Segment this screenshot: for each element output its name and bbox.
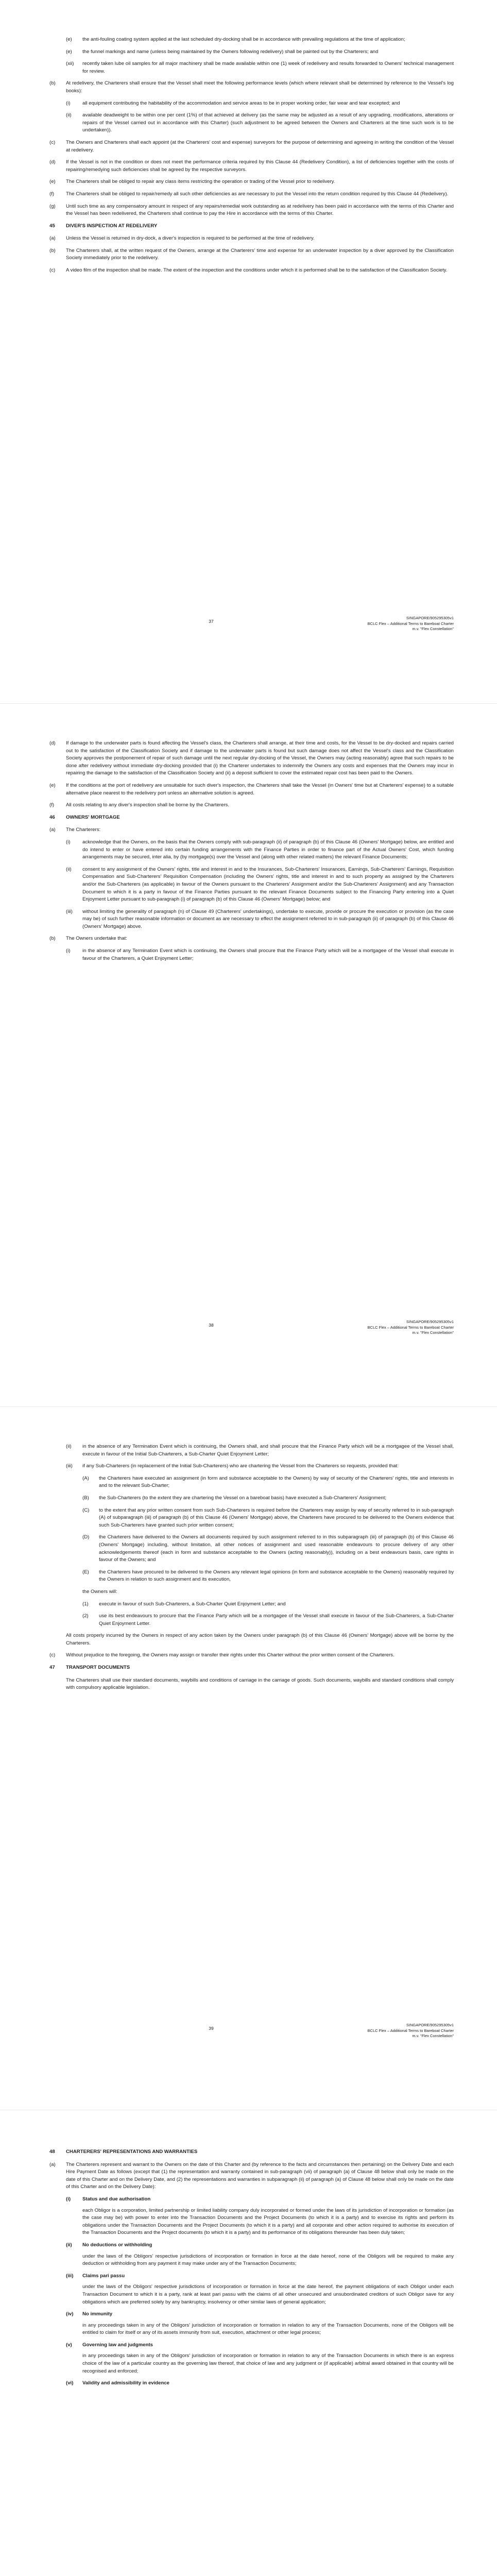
subsection-marker: (vi) bbox=[66, 2380, 74, 2386]
clause-marker: (f) bbox=[49, 802, 55, 808]
clause-text: The Charterers represent and warrant to the Owners on the date of this Charter and (by reference to the facts and circumstances then pertaining) on the Delivery Date and each Hire Payment Date as follows (except that (1) the representation and warranty contained in sub-paragraph (vii) of paragraph (a) of Clause 48 below shall only be made on the date of this Charter and on the Delivery Date, and (2) the representations and warranties in subparagraph (ii) of paragraph (a) of Clause 48 below shall only be made on the date of this Charter and on the Delivery Date): bbox=[66, 2161, 454, 2190]
clause-text: Without prejudice to the foregoing, the Owners may assign or transfer their rights under this Charter without the prior written consent of the Charterers. bbox=[66, 1652, 395, 1658]
costs-paragraph: All costs properly incurred by the Owners in respect of any action taken by the Owners under paragraph (b) of this Clause 46 (Owners' Mortgage) above will be borne by the Charterers. bbox=[66, 1633, 454, 1646]
owners-will-lead: the Owners will: bbox=[82, 1588, 117, 1595]
clause-text: execute in favour of such Sub-Charterers, a Sub-Charter Quiet Enjoyment Letter; and bbox=[99, 1601, 286, 1607]
clause-text: available deadweight to be within one per cent (1%) of that achieved at delivery (as the same may be adjusted as a result of any upgrading, modifications, alterations or repairs of the Vessel carried out in accordance with this Charter) (such adjustment to be agreed between the Owners and Charterers at the time such work is to be undertaken)). bbox=[82, 112, 454, 133]
clause-item bbox=[49, 203, 454, 218]
undertaking-item bbox=[82, 1613, 454, 1628]
document-reference: SINGAPORE/905295305v1 BCLC Flex – Additional Terms to Bareboat Charter m.v. "Flex Constellation" bbox=[367, 2023, 454, 2038]
clause-item bbox=[49, 139, 454, 154]
sub-clause-item bbox=[66, 866, 454, 904]
subsection-title: No deductions or withholding bbox=[82, 2242, 152, 2248]
clause-text: to the extent that any prior written consent from such Sub-Charterers is required before the Charterers may assign by way of security referred to in sub-paragraph (A) of subparagraph (iii) of paragraph (b) of this Clause 46 (Owners' Mortgage) above, the Charterers have procured to be delivered to the Owners evidence that such Sub-Charterers have granted such prior written consent; bbox=[99, 1507, 454, 1528]
clause-text: the Charterers have procured to be delivered to the Owners any relevant legal opinions (in form and substance acceptable to the Owners) reasonably required by the Owners in relation to such assignment and its execution, bbox=[99, 1569, 454, 1583]
clause-text: use its best endeavours to procure that the Finance Party which will be a mortgagee of the Vessel shall execute in favour of the Sub-Charterers, a Sub-Charter Quiet Enjoyment Letter. bbox=[99, 1613, 454, 1626]
clause-text: all equipment contributing the habitability of the accommodation and service areas to be in proper working order, fair wear and tear excepted; and bbox=[82, 100, 400, 106]
clause-text: At redelivery, the Charterers shall ensure that the Vessel shall meet the following performance levels (which where relevant shall be determined by reference to the Vessel's log books): bbox=[66, 80, 454, 94]
clause-marker: (A) bbox=[82, 1475, 89, 1481]
clause-item bbox=[66, 60, 454, 75]
clause-item bbox=[49, 2161, 454, 2191]
clause-marker: (1) bbox=[82, 1601, 89, 1607]
subsection-title: Claims pari passu bbox=[82, 2273, 125, 2279]
clause-text: If damage to the underwater parts is found affecting the Vessel's class, the Charterers shall arrange, at their time and costs, for the Vessel to be dry-docked and repairs carried out to the satisfaction of the Classification Society and if damage to the underwater parts is found but such damage does not affect the Vessel's class and the Classification Society approves the postponement of repair of such damage until the next regular dry-docking of the Vessel, the Owners may (acting reasonably) agree that such repairs to be done after redelivery without immediate dry-docking provided that (i) the Charterer undertakes to indemnify the Owners any costs and expenses that the Owners may incur in repairing the damage to the satisfaction of the Classification Society and (ii) a deposit sufficient to cover the estimated repair cost has been paid to the Owners. bbox=[66, 740, 454, 776]
page-4 bbox=[0, 2110, 497, 2576]
clause-text: in the absence of any Termination Event which is continuing, the Owners shall procure that the Finance Party which will be a mortgagee of the Vessel shall execute in favour of the Charterers, a Quiet Enjoyment Letter; bbox=[82, 948, 454, 961]
clause-item bbox=[49, 235, 454, 243]
clause-marker: (a) bbox=[49, 235, 56, 242]
subsection-text: under the laws of the Obligors' respective jurisdictions of incorporation or formation in force at the date hereof, the payment obligations of each Obligor under each Transaction Document to which it is a party, rank at least pari passu with the claims of all other unsecured and unsubordinated creditors of such Obligor save for any obligations which are preferred solely by any bankruptcy, insolvency or other similar laws of general application; bbox=[82, 2284, 454, 2305]
clause-marker: (b) bbox=[49, 936, 56, 942]
clause-item bbox=[49, 159, 454, 174]
clause-text: consent to any assignment of the Owners' rights, title and interest in and to the Insurances, Sub-Charterers' Insurances, Earnings, Sub-Charterers' Earnings, Requisition Compensation and Sub-Charterers' Requisition Compensation (including the Owners' rights, title and interest in and to such property as assigned by the Charterers and/or the Sub-Charterers (as applicable) in favour of the Owners pursuant to the Charterers' Assignment and/or the Sub-Charterers' Assignment) and any Transaction Document to which it is a party in favour of the Finance Parties pursuant to the relevant Finance Documents subject to the Financing Party entering into a Quiet Enjoyment Letter pursuant to sub-paragraph (i) of paragraph (b) of this Clause 46 (Owners' Mortgage) below; and bbox=[82, 866, 454, 903]
page-3 bbox=[0, 1406, 497, 2110]
sub-clause-item bbox=[66, 1463, 454, 1470]
sub-clause-item bbox=[66, 1443, 454, 1458]
document-reference: SINGAPORE/905295305v1 BCLC Flex – Additional Terms to Bareboat Charter m.v. "Flex Constellation" bbox=[367, 616, 454, 631]
clause-marker: (d) bbox=[49, 159, 56, 165]
section-title: DIVER'S INSPECTION AT REDELIVERY bbox=[66, 223, 158, 229]
clause-item bbox=[49, 178, 454, 186]
section-heading bbox=[49, 2148, 454, 2156]
subsection-title: No immunity bbox=[82, 2311, 113, 2317]
page-2 bbox=[0, 703, 497, 1407]
clause-text: Until such time as any compensatory amount in respect of any repairs/remedial work outstanding as at redelivery has been paid in accordance with the terms of this Charter and the Vessel has been redelivered, the Charterers shall continue to pay the Hire in accordance with the terms of this Charter. bbox=[66, 203, 454, 217]
clause-item bbox=[49, 247, 454, 262]
sub-clause-item bbox=[66, 947, 454, 962]
sub-clause-item bbox=[66, 839, 454, 861]
clause-marker: (i) bbox=[66, 948, 71, 954]
page-number: 37 bbox=[209, 619, 214, 624]
page-2-content bbox=[49, 740, 454, 967]
clause-item bbox=[49, 191, 454, 198]
subsection-text: in any proceedings taken in any of the Obligors' jurisdiction of incorporation or formation in relation to any of the Transaction Documents, none of the Obligors will be entitled to claim for itself or any of its assets immunity from suit, execution, attachment or other legal process; bbox=[82, 2322, 454, 2336]
clause-marker: (ii) bbox=[66, 1444, 72, 1449]
clause-text: acknowledge that the Owners, on the basis that the Owners comply with sub-paragraph (ii) of paragraph (b) of this Clause 46 (Owners' Mortgage) below, are entitled and do intend to enter or have entered into certain funding arrangements with the Finance Parties in order to finance part of the Actual Owners' Cost, which funding arrangements may be secured, inter alia, by (by mortgage(s) over the Vessel and (along with other related matters) the relevant Finance Documents; bbox=[82, 839, 454, 860]
subsection-title: Validity and admissibility in evidence bbox=[82, 2380, 170, 2386]
clause-marker: (i) bbox=[66, 100, 71, 106]
clause-text: the Charterers have executed an assignment (in form and substance acceptable to the Owners) by way of security of the Charterers' rights, title and interests in and to the relevant Sub-Charter; bbox=[99, 1475, 454, 1489]
condition-item bbox=[82, 1534, 454, 1564]
clause-text: A video film of the inspection shall be made. The extent of the inspection and the conditions under which it is performed shall be to the satisfaction of the Classification Society. bbox=[66, 267, 448, 274]
clause-marker: (e) bbox=[49, 782, 56, 788]
clause-text: The Charterers shall be obliged to repair any class items restricting the operation or trading of the Vessel prior to redelivery. bbox=[66, 179, 335, 185]
clause-item bbox=[49, 935, 454, 943]
clause-marker: (f) bbox=[49, 191, 55, 197]
page-number: 38 bbox=[209, 1323, 214, 1328]
clause-item bbox=[49, 826, 454, 834]
condition-item bbox=[82, 1507, 454, 1530]
section-title: OWNERS' MORTGAGE bbox=[66, 814, 120, 820]
subsection-marker: (i) bbox=[66, 2196, 71, 2202]
subsection-heading bbox=[66, 2273, 454, 2280]
clause-marker: (c) bbox=[49, 1652, 56, 1658]
section-number: 48 bbox=[49, 2149, 55, 2155]
subsection-marker: (ii) bbox=[66, 2242, 72, 2248]
clause-text: The Charterers shall, at the written request of the Owners, arrange at the Charterers' time and expense for an underwater inspection by a diver approved by the Classification Society immediately prior to the redelivery. bbox=[66, 247, 454, 261]
clause-marker: (c) bbox=[49, 267, 56, 274]
page-number: 39 bbox=[209, 2026, 214, 2031]
clause-item bbox=[49, 802, 454, 809]
subsection-heading bbox=[66, 2196, 454, 2204]
clause-item bbox=[49, 740, 454, 777]
undertaking-item bbox=[82, 1601, 454, 1608]
document-reference: SINGAPORE/905295305v1 BCLC Flex – Additional Terms to Bareboat Charter m.v. "Flex Constellation" bbox=[367, 1319, 454, 1335]
clause-marker: (e) bbox=[66, 48, 72, 55]
clause-text: If the conditions at the port of redelivery are unsuitable for such diver's inspection, the Charterers shall take the Vessel (in Owners' time but at Charterers' expense) to a suitable alternative place nearest to the redelivery port unless an alternative solution is agreed. bbox=[66, 782, 454, 796]
subsection-title: Status and due authorisation bbox=[82, 2196, 151, 2202]
clause-item bbox=[49, 80, 454, 95]
subsection-text: under the laws of the Obligors' respective jurisdictions of incorporation or formation in force at the date hereof, none of the Obligors will be required to make any deduction or withholding from any payment it may make under any of the Transaction Documents; bbox=[82, 2253, 454, 2267]
page-1-content bbox=[49, 36, 454, 279]
clause-marker: (e) bbox=[66, 37, 72, 42]
subsection-text: each Obligor is a corporation, limited partnership or limited liability company duly incorporated or formed under the laws of its jurisdiction of incorporation or formation (as the case may be) with power to enter into the Transaction Documents and the Project Documents (to which it is a party) and to exercise its rights and perform its obligations under the Transaction Documents and the Project Documents (to which it is a party) and all corporate and other action required to authorise its execution of the Transaction Documents and the Project documents (to which it is a party) and its performance of its obligations thereunder has been duly taken; bbox=[82, 2207, 454, 2236]
clause-marker: (ii) bbox=[66, 866, 72, 872]
clause-marker: (d) bbox=[49, 740, 56, 746]
sub-clause-item bbox=[66, 908, 454, 931]
page-1 bbox=[0, 0, 497, 703]
section-heading bbox=[49, 814, 454, 822]
clause-marker: (b) bbox=[49, 247, 56, 253]
clause-marker: (C) bbox=[82, 1507, 90, 1513]
clause-text: The Charterers shall be obliged to repair/remedy all such other deficiencies as are necessary to put the Vessel into the return condition required by this Clause 44 (Redelivery). bbox=[66, 191, 449, 197]
clause-marker: (iii) bbox=[66, 1463, 73, 1469]
clause-text: recently taken lube oil samples for all major machinery shall be made available within one (1) week of redelivery and results forwarded to Owners' technical management for review. bbox=[82, 61, 454, 74]
clause-marker: (2) bbox=[82, 1613, 89, 1619]
section-number: 47 bbox=[49, 1665, 55, 1671]
clause-marker: (B) bbox=[82, 1495, 89, 1501]
clause-text: if any Sub-Charterers (in replacement of the Initial Sub-Charterers) who are chartering the Vessel from the Charterers so requests, provided that: bbox=[82, 1463, 399, 1469]
subsection-marker: (iii) bbox=[66, 2273, 74, 2279]
section-number: 45 bbox=[49, 223, 55, 229]
clause-marker: (a) bbox=[49, 2161, 56, 2167]
section-title: TRANSPORT DOCUMENTS bbox=[66, 1665, 130, 1671]
clause-text: without limiting the generality of paragraph (n) of Clause 49 (Charterers' undertakings), undertake to execute, provide or procure the execution or provision (as the case may be) of such further reasonable information or document as are necessary to effect the assignment referred to in sub-paragraph (ii) of paragraph (b) of this Clause 46 (Owners' Mortgage) above. bbox=[82, 908, 454, 929]
clause-text: Unless the Vessel is returned in dry-dock, a diver's inspection is required to be performed at the time of redelivery. bbox=[66, 235, 315, 242]
clause-marker: (ii) bbox=[66, 112, 72, 118]
clause-marker: (e) bbox=[49, 179, 56, 185]
section-heading bbox=[49, 1664, 454, 1672]
clause-text: The Owners and Charterers shall each appoint (at the Charterers' cost and expense) surveyors for the purpose of determining and agreeing in writing the condition of the Vessel at redelivery. bbox=[66, 139, 454, 153]
condition-item bbox=[82, 1569, 454, 1584]
section-title: CHARTERERS' REPRESENTATIONS AND WARRANTIES bbox=[66, 2149, 198, 2155]
clause-text: The Owners undertake that: bbox=[66, 936, 127, 942]
subsection-heading bbox=[66, 2311, 454, 2318]
clause-marker: (b) bbox=[49, 80, 56, 87]
clause-text: the funnel markings and name (unless being maintained by the Owners following redelivery) shall be painted out by the Charterers; and bbox=[82, 48, 379, 55]
subsection-heading bbox=[66, 2342, 454, 2349]
clause-marker: (g) bbox=[49, 203, 56, 209]
clause-marker: (c) bbox=[49, 139, 56, 145]
clause-marker: (iii) bbox=[66, 908, 73, 914]
clause-text: the Charterers have delivered to the Owners all documents required by such assignment referred to in this subparagraph (iii) of paragraph (b) of this Clause 46 (Owners' Mortgage) including, without limitation, all other notices of assignment and used reasonable endeavours to procure delivery of any other acknowledgements thereof (each in form and substance acceptable to the Owners (acting reasonably)), including on a best endeavours basis, care rights in favour of the Owners; and bbox=[99, 1534, 454, 1563]
clause-item bbox=[66, 100, 454, 108]
section-number: 46 bbox=[49, 814, 55, 820]
clause-text: the anti-fouling coating system applied at the last scheduled dry-docking shall be in accordance with prevailing regulations at the time of application; bbox=[82, 37, 405, 42]
subsection-marker: (iv) bbox=[66, 2311, 74, 2317]
clause-marker: (xii) bbox=[66, 61, 74, 67]
clause-text: the Sub-Charterers (to the extent they are chartering the Vessel on a bareboat basis) have executed a Sub-Charterers' Assignment; bbox=[99, 1495, 387, 1501]
clause-marker: (a) bbox=[49, 827, 56, 833]
clause-item bbox=[66, 36, 454, 44]
condition-item bbox=[82, 1495, 454, 1502]
subsection-title: Governing law and judgments bbox=[82, 2342, 153, 2348]
section-heading bbox=[49, 223, 454, 230]
clause-marker: (i) bbox=[66, 839, 71, 845]
subsection-marker: (v) bbox=[66, 2342, 72, 2348]
subsection-heading bbox=[66, 2380, 454, 2387]
subsection-heading bbox=[66, 2242, 454, 2249]
condition-item bbox=[82, 1475, 454, 1490]
clause-item bbox=[49, 782, 454, 797]
clause-text: All costs relating to any diver's inspection shall be borne by the Charterers. bbox=[66, 802, 229, 808]
page-4-content bbox=[49, 2146, 454, 2391]
transport-paragraph: The Charterers shall use their standard documents, waybills and conditions of carriage in the carriage of goods. Such documents, waybills and standard conditions shall comply with compulsory applicable legislation. bbox=[66, 1677, 454, 1691]
clause-item bbox=[49, 267, 454, 275]
page-3-content bbox=[49, 1443, 454, 1697]
clause-item bbox=[66, 112, 454, 134]
clause-text: The Charterers: bbox=[66, 827, 101, 833]
clause-item bbox=[49, 1652, 454, 1659]
clause-text: in the absence of any Termination Event which is continuing, the Owners shall, and shall procure that the Finance Party which will be a mortgagee of the Vessel shall, execute in favour of the Initial Sub-Charterers, a Sub-Charter Quiet Enjoyment Letter; bbox=[82, 1444, 454, 1457]
clause-item bbox=[66, 48, 454, 56]
clause-text: If the Vessel is not in the condition or does not meet the performance criteria required by this Clause 44 (Redelivery Condition), a list of deficiencies together with the costs of repairing/remedying such deficiencies shall be agreed by the respective surveyors. bbox=[66, 159, 454, 173]
clause-marker: (E) bbox=[82, 1569, 89, 1575]
clause-marker: (D) bbox=[82, 1534, 90, 1540]
subsection-text: in any proceedings taken in any of the Obligors' jurisdiction of incorporation or formation in relation to any of the Transaction Documents in which there is an express choice of the law of a particular country as the governing law thereof, that choice of law and any judgment or (if applicable) arbitral award obtained in that country will be recognised and enforced; bbox=[82, 2353, 454, 2374]
